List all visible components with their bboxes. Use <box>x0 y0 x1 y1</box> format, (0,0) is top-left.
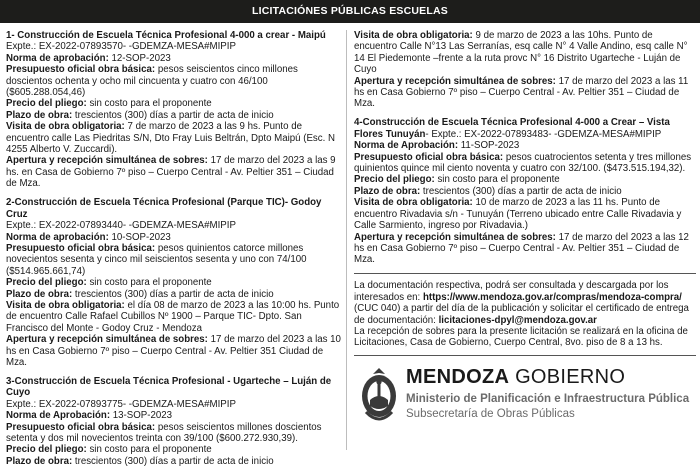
apertura-value: 17 de marzo del 2023 a las 11 hs en Casa Gobierno 7º piso – Cuerpo Central - Av. Peltier 351 – Ciudad de Mza. <box>354 75 689 110</box>
precio-label: Precio del pliego: <box>6 98 87 110</box>
apertura-label: Apertura y recepción simultánea de sobres: <box>354 231 556 243</box>
precio-value: sin costo para el proponente <box>86 444 212 456</box>
plazo-value: trescientos (300) días a partir de acta de inicio <box>72 288 274 300</box>
apertura-value: 17 de marzo del 2023 a las 12 hs en Casa Gobierno 7º piso – Cuerpo Central - Av. Peltier 351 – Ciudad de Mza. <box>354 231 689 266</box>
visita-label: Visita de obra obligatoria: <box>6 121 125 133</box>
brand-name-light: GOBIERNO <box>509 365 626 388</box>
doc-url-link[interactable]: https://www.mendoza.gov.ar/compras/mendoza-compra/ <box>422 291 682 303</box>
doc-text: (CUC 040) a partir del día de la publicación y solicitar el certificado de entrega de documentación: <box>354 303 689 326</box>
tender-expte: Expte.: EX-2022-07893440- -GDEMZA-MESA#MIPIP <box>6 220 236 232</box>
tender-expte: - Expte.: EX-2022-07893483- -GDEMZA-MESA#MIPIP <box>425 128 662 140</box>
government-brand <box>354 362 696 442</box>
precio-value: sin costo para el proponente <box>434 174 560 186</box>
norma-label: Norma de Aprobación: <box>6 410 111 422</box>
plazo-label: Plazo de obra: <box>6 455 73 467</box>
presupuesto-label: Presupuesto oficial obra básica: <box>6 64 156 76</box>
tender-item-3-continued <box>354 30 696 110</box>
tender-title: 1- Construcción de Escuela Técnica Profesional 4-000 a crear - Maipú <box>6 30 326 41</box>
norma-label: Norma de aprobación: <box>6 231 109 243</box>
apertura-value: 17 de marzo del 2023 a las 9 hs. en Casa de Gobierno 7º piso – Cuerpo Central - Av. Peltier 351 – Ciudad de Mza. <box>6 155 336 190</box>
plazo-label: Plazo de obra: <box>354 185 421 197</box>
apertura-label: Apertura y recepción simultánea de sobres: <box>6 155 208 167</box>
visita-value: 9 de marzo de 2023 a las 10hs. Punto de encuentro Calle N°13 Las Serranías, esq calle N° 4 Valle Andino, esq calle N° 14 El Piedemonte –frente a la ruta provc N° 16 Distrito Ugarteche - Luján de Cuyo <box>354 30 688 76</box>
precio-label: Precio del pliego: <box>354 174 435 186</box>
tender-title: 3-Construcción de Escuela Técnica Profesional - Ugarteche – Luján de Cuyo <box>6 375 332 399</box>
tender-expte: Expte.: EX-2022-07893570- -GDEMZA-MESA#MIPIP <box>6 41 236 53</box>
precio-label: Precio del pliego: <box>6 444 87 456</box>
tender-item-2 <box>6 197 342 368</box>
doc-reception-text: La recepción de sobres para la presente licitación se realizará en la oficina de Licitaciones, Casa de Gobierno, Cuerpo Central, 8vo. piso de 8 a 13 hs. <box>354 325 688 349</box>
plazo-value: trescientos (300) días a partir de acta de inicio <box>420 185 622 197</box>
tender-title: 2-Construcción de Escuela Técnica Profesional (Parque TIC)- Godoy Cruz <box>6 197 322 220</box>
subsecretaria-name: Subsecretaría de Obras Públicas <box>406 407 575 420</box>
page-header <box>0 0 700 23</box>
doc-text: La documentación respectiva, podrá ser consultada y descargada por los interesados en: <box>354 280 669 303</box>
tender-item-1 <box>6 30 342 190</box>
visita-value: 7 de marzo de 2023 a las 9 hs. Punto de encuentro calle Las Piedritas S/N, Dto Fray Luis Beltrán, Dpto Maipú (Esc. N 4255 Alberto V. Zuccardi). <box>6 121 335 156</box>
presupuesto-value: pesos quinientos catorce millones novecientos sesenta y cinco mil seiscientos sesenta y uno con 74/100 ($514.965.661,74) <box>6 242 307 277</box>
norma-value: 11-SOP-2023 <box>458 140 520 152</box>
plazo-value: trescientos (300) días a partir de acta de inicio <box>72 455 274 467</box>
visita-label: Visita de obra obligatoria: <box>354 197 473 209</box>
presupuesto-label: Presupuesto oficial obra básica: <box>6 242 156 254</box>
right-column <box>354 30 696 442</box>
section-divider <box>354 355 696 356</box>
precio-value: sin costo para el proponente <box>86 277 212 289</box>
norma-value: 12-SOP-2023 <box>108 52 171 64</box>
tender-expte: Expte.: EX-2022-07893775- -GDEMZA-MESA#MIPIP <box>6 398 236 410</box>
presupuesto-value: pesos cuatrocientos setenta y tres millones quinientos quince mil ciento noventa y cuatro con 32/100. ($473.515.194,32). <box>354 151 692 175</box>
norma-value: 13-SOP-2023 <box>110 410 172 422</box>
norma-label: Norma de Aprobación: <box>354 140 459 152</box>
brand-text <box>406 366 689 422</box>
plazo-label: Plazo de obra: <box>6 109 73 121</box>
visita-label: Visita de obra obligatoria: <box>6 299 125 311</box>
precio-value: sin costo para el proponente <box>86 98 212 110</box>
ministry-name: Ministerio de Planificación e Infraestructura Pública <box>406 392 690 405</box>
norma-value: 10-SOP-2023 <box>108 231 171 243</box>
plazo-label: Plazo de obra: <box>6 288 73 300</box>
documentation-notice <box>354 280 696 348</box>
presupuesto-label: Presupuesto oficial obra básica: <box>6 421 156 433</box>
norma-label: Norma de aprobación: <box>6 52 109 64</box>
apertura-label: Apertura y recepción simultánea de sobres: <box>354 75 556 87</box>
plazo-value: trescientos (300) días a partir de acta de inicio <box>72 109 274 121</box>
apertura-label: Apertura y recepción simultánea de sobres: <box>6 334 208 346</box>
mendoza-provincial-seal-icon <box>358 366 400 424</box>
visita-value: 10 de marzo de 2023 a las 11 hs. Punto de encuentro Rivadavia s/n - Tunuyán (Terreno ubicado entre Calle Rivadavia y Calle Sarmiento, ingreso por Rivadavia.) <box>354 197 682 232</box>
section-divider <box>354 273 696 274</box>
doc-email-link[interactable]: licitaciones-dpyl@mendoza.gov.ar <box>438 314 597 326</box>
header-title: LICITACIÓNES PÚBLICAS ESCUELAS <box>252 5 448 17</box>
column-divider <box>346 30 347 450</box>
brand-title <box>406 366 689 388</box>
left-column <box>6 30 342 475</box>
visita-label: Visita de obra obligatoria: <box>354 30 473 41</box>
visita-value: el día 08 de marzo de 2023 a las 10:00 hs. Punto de encuentro Calle Rafael Cubillos Nº 1900 – Parque TIC- Dpto. San Francisco del Monte - Godoy Cruz - Mendoza <box>6 299 340 334</box>
precio-label: Precio del pliego: <box>6 277 87 289</box>
presupuesto-value: pesos seiscientos millones doscientos setenta y dos mil novecientos treinta con 39/100 ($600.272.930,39). <box>6 421 322 444</box>
presupuesto-value: pesos seiscientos cinco millones doscientos ochenta y ocho mil cincuenta y cuatro con 46/100 ($605.288.054,46) <box>6 64 298 99</box>
presupuesto-label: Presupuesto oficial obra básica: <box>354 151 504 163</box>
tender-title: 4-Construcción de Escuela Técnica Profesional 4-000 a Crear – Vista Flores Tunuyán <box>354 117 670 140</box>
tender-item-4 <box>354 117 696 265</box>
apertura-value: 17 de marzo del 2023 a las 10 hs en Casa Gobierno 7º piso – Cuerpo Central - Av. Peltier 351 Ciudad de Mza. <box>6 334 341 368</box>
brand-name-bold: MENDOZA <box>406 365 510 388</box>
tender-item-3 <box>6 376 342 467</box>
